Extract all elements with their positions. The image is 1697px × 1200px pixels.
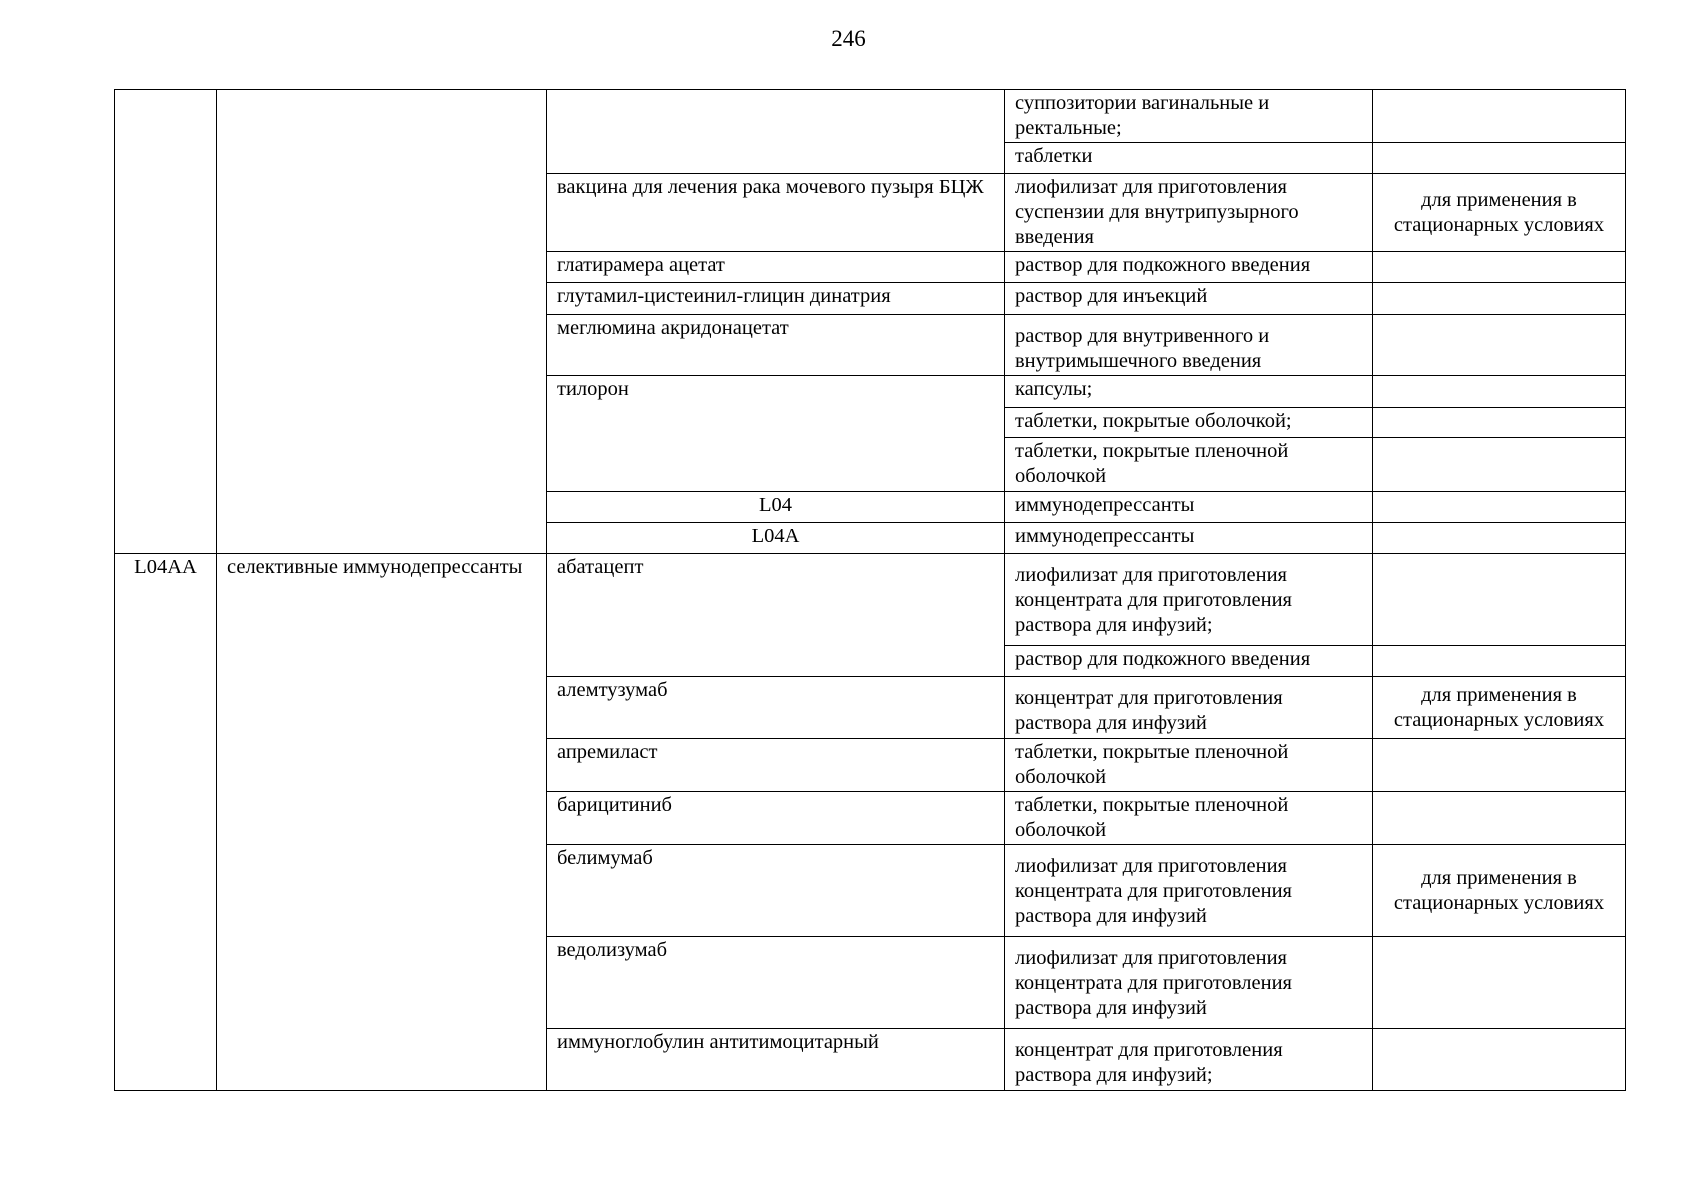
note-cell — [1373, 90, 1626, 143]
note-cell — [1373, 438, 1626, 492]
group-name-cell: селективные иммунодепрессанты — [217, 554, 547, 1091]
note-cell — [1373, 143, 1626, 174]
drug-name-cell: тилорон — [547, 376, 1005, 492]
note-cell — [1373, 376, 1626, 408]
drug-name-cell: барицитиниб — [547, 792, 1005, 845]
drug-name-cell: вакцина для лечения рака мочевого пузыря БЦЖ — [547, 174, 1005, 252]
dosage-form-cell: таблетки, покрытые оболочкой; — [1005, 408, 1373, 438]
dosage-form-cell: лиофилизат для приготовления суспензии для внутрипузырного введения — [1005, 174, 1373, 252]
code-cell: L04A — [547, 523, 1005, 554]
drug-name-cell: ведолизумаб — [547, 937, 1005, 1029]
dosage-form-cell: концентрат для приготовления раствора для инфузий — [1005, 677, 1373, 739]
table-row — [115, 90, 1626, 143]
dosage-form-cell: таблетки, покрытые пленочной оболочкой — [1005, 792, 1373, 845]
drug-name-cell: алемтузумаб — [547, 677, 1005, 739]
dosage-form-cell: таблетки, покрытые пленочной оболочкой — [1005, 739, 1373, 792]
dosage-form-cell: раствор для инъекций — [1005, 283, 1373, 315]
note-cell — [1373, 315, 1626, 376]
code-cell: L04 — [547, 492, 1005, 523]
note-cell — [1373, 408, 1626, 438]
drug-name-cell: меглюмина акридонацетат — [547, 315, 1005, 376]
note-cell: для применения в стационарных условиях — [1373, 174, 1626, 252]
note-cell: для применения в стационарных условиях — [1373, 677, 1626, 739]
code-cell: L04AA — [115, 554, 217, 1091]
drug-name-cell — [1373, 492, 1626, 523]
dosage-form-cell: лиофилизат для приготовления концентрата для приготовления раствора для инфузий — [1005, 937, 1373, 1029]
drug-name-cell: апремиласт — [547, 739, 1005, 792]
code-cell — [115, 90, 217, 554]
dosage-form-cell: концентрат для приготовления раствора для инфузий; — [1005, 1029, 1373, 1091]
note-cell — [1373, 937, 1626, 1029]
note-cell — [1373, 283, 1626, 315]
dosage-form-cell: суппозитории вагинальные и ректальные; — [1005, 90, 1373, 143]
dosage-form-cell: лиофилизат для приготовления концентрата для приготовления раствора для инфузий — [1005, 845, 1373, 937]
dosage-form-cell: раствор для подкожного введения — [1005, 252, 1373, 283]
group-name-cell — [217, 90, 547, 554]
table-row — [115, 554, 1626, 646]
drug-table — [114, 89, 1626, 1091]
drug-name-cell: белимумаб — [547, 845, 1005, 937]
drug-name-cell — [547, 90, 1005, 174]
drug-name-cell: иммуноглобулин антитимоцитарный — [547, 1029, 1005, 1091]
dosage-form-cell: раствор для внутривенного и внутримышечного введения — [1005, 315, 1373, 376]
drug-name-cell: глатирамера ацетат — [547, 252, 1005, 283]
dosage-form-cell: таблетки, покрытые пленочной оболочкой — [1005, 438, 1373, 492]
drug-name-cell: глутамил-цистеинил-глицин динатрия — [547, 283, 1005, 315]
page-number: 246 — [831, 26, 866, 51]
dosage-form-cell: таблетки — [1005, 143, 1373, 174]
note-cell — [1373, 739, 1626, 792]
dosage-form-cell: капсулы; — [1005, 376, 1373, 408]
drug-name-cell — [1373, 523, 1626, 554]
note-cell — [1373, 1029, 1626, 1091]
note-cell: для применения в стационарных условиях — [1373, 845, 1626, 937]
note-cell — [1373, 252, 1626, 283]
dosage-form-cell: лиофилизат для приготовления концентрата для приготовления раствора для инфузий; — [1005, 554, 1373, 646]
note-cell — [1373, 792, 1626, 845]
group-name-cell: иммунодепрессанты — [1005, 492, 1373, 523]
note-cell — [1373, 554, 1626, 646]
group-name-cell: иммунодепрессанты — [1005, 523, 1373, 554]
dosage-form-cell: раствор для подкожного введения — [1005, 646, 1373, 677]
drug-name-cell: абатацепт — [547, 554, 1005, 677]
note-cell — [1373, 646, 1626, 677]
